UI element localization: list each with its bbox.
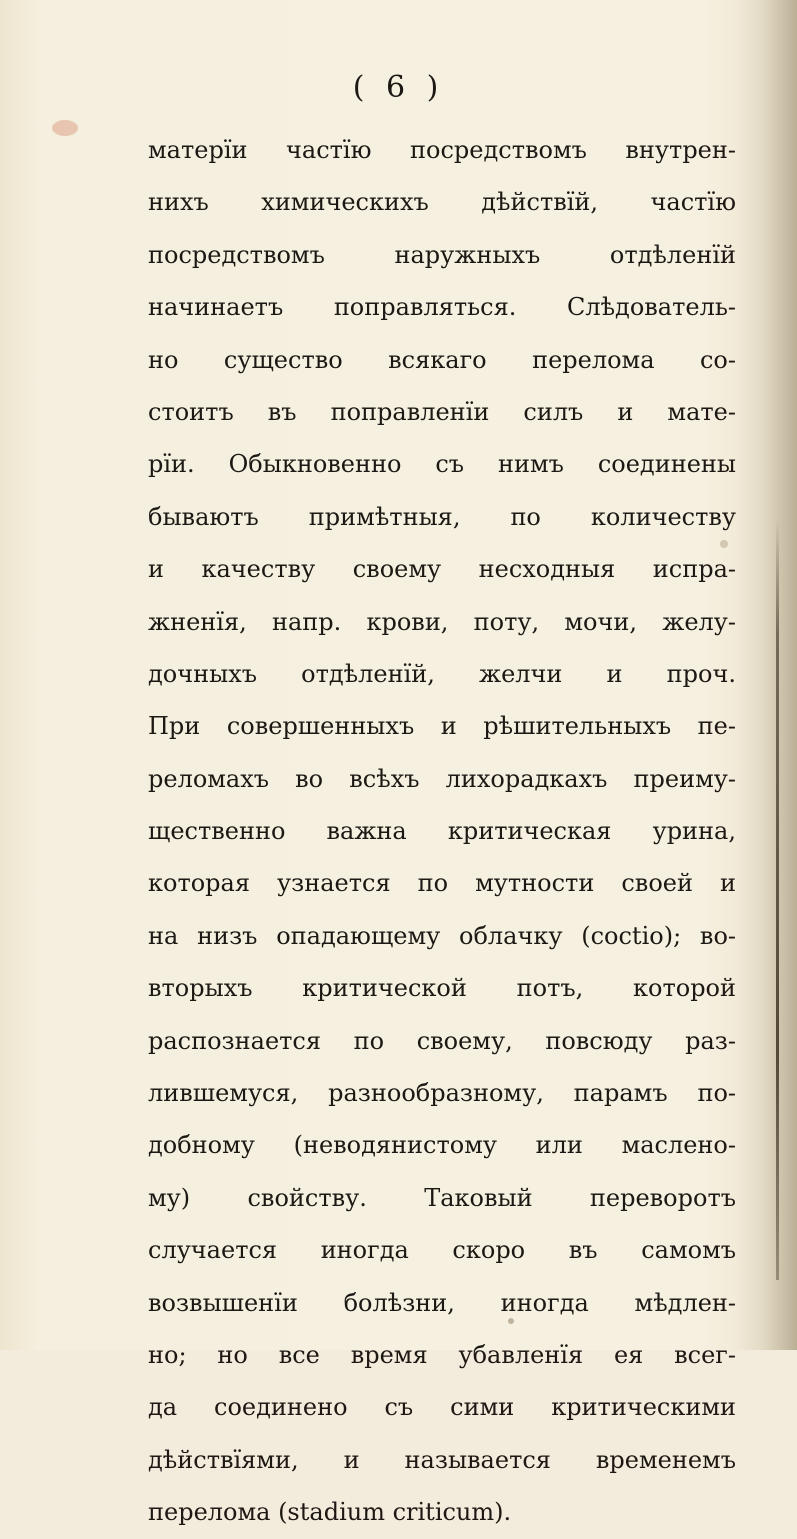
page-edge-rule xyxy=(776,520,779,1280)
text-line: матерїи частїю посредствомъ внутрен- xyxy=(148,136,736,164)
page-number: ( 6 ) xyxy=(352,70,445,105)
text-line: распознается по своему, повсюду раз- xyxy=(148,1026,736,1055)
text-line: жненїя, напр. крови, поту, мочи, желу- xyxy=(148,607,736,636)
text-line: вторыхъ критической потъ, которой xyxy=(148,974,736,1003)
text-line: перелома (stadium criticum). xyxy=(148,1498,512,1527)
text-line: стоитъ въ поправленїи силъ и мате- xyxy=(148,397,736,426)
text-line: нихъ химическихъ дѣйствїй, частїю xyxy=(148,188,736,217)
text-line: на низъ опадающему облачку (coctio); во- xyxy=(148,921,736,950)
text-line: бываютъ примѣтныя, по количеству xyxy=(148,502,736,531)
text-line: щественно важна критическая урина, xyxy=(148,817,736,846)
text-line: лившемуся, разнообразному, парамъ по- xyxy=(148,1079,736,1108)
text-line: но существо всякаго перелома со- xyxy=(148,345,736,374)
text-line: возвышенїи болѣзни, иногда мѣдлен- xyxy=(148,1288,736,1317)
text-line: добному (неводянистому или маслено- xyxy=(148,1131,736,1160)
text-line: начинаетъ поправляться. Слѣдователь- xyxy=(148,293,736,322)
page-edge-shadow xyxy=(737,0,797,1350)
text-line: посредствомъ наружныхъ отдѣленїй xyxy=(148,240,736,269)
text-line: и качеству своему несходныя испра- xyxy=(148,555,736,584)
body-text xyxy=(148,124,736,1539)
text-line: которая узнается по мутности своей и xyxy=(148,869,736,898)
paper-stain xyxy=(52,120,78,136)
text-line: му) свойству. Таковый переворотъ xyxy=(148,1183,736,1212)
text-line: При совершенныхъ и рѣшительныхъ пе- xyxy=(148,712,736,741)
text-line: но; но все время убавленїя ея всег- xyxy=(148,1340,736,1369)
text-line: реломахъ во всѣхъ лихорадкахъ преиму- xyxy=(148,764,736,793)
text-line: дѣйствїями, и называется временемъ xyxy=(148,1445,736,1474)
text-line: рїи. Обыкновенно съ нимъ соединены xyxy=(148,450,736,479)
text-line: случается иногда скоро въ самомъ xyxy=(148,1236,736,1265)
text-line: дочныхъ отдѣленїй, желчи и проч. xyxy=(148,659,736,688)
text-line: да соединено съ сими критическими xyxy=(148,1393,736,1422)
